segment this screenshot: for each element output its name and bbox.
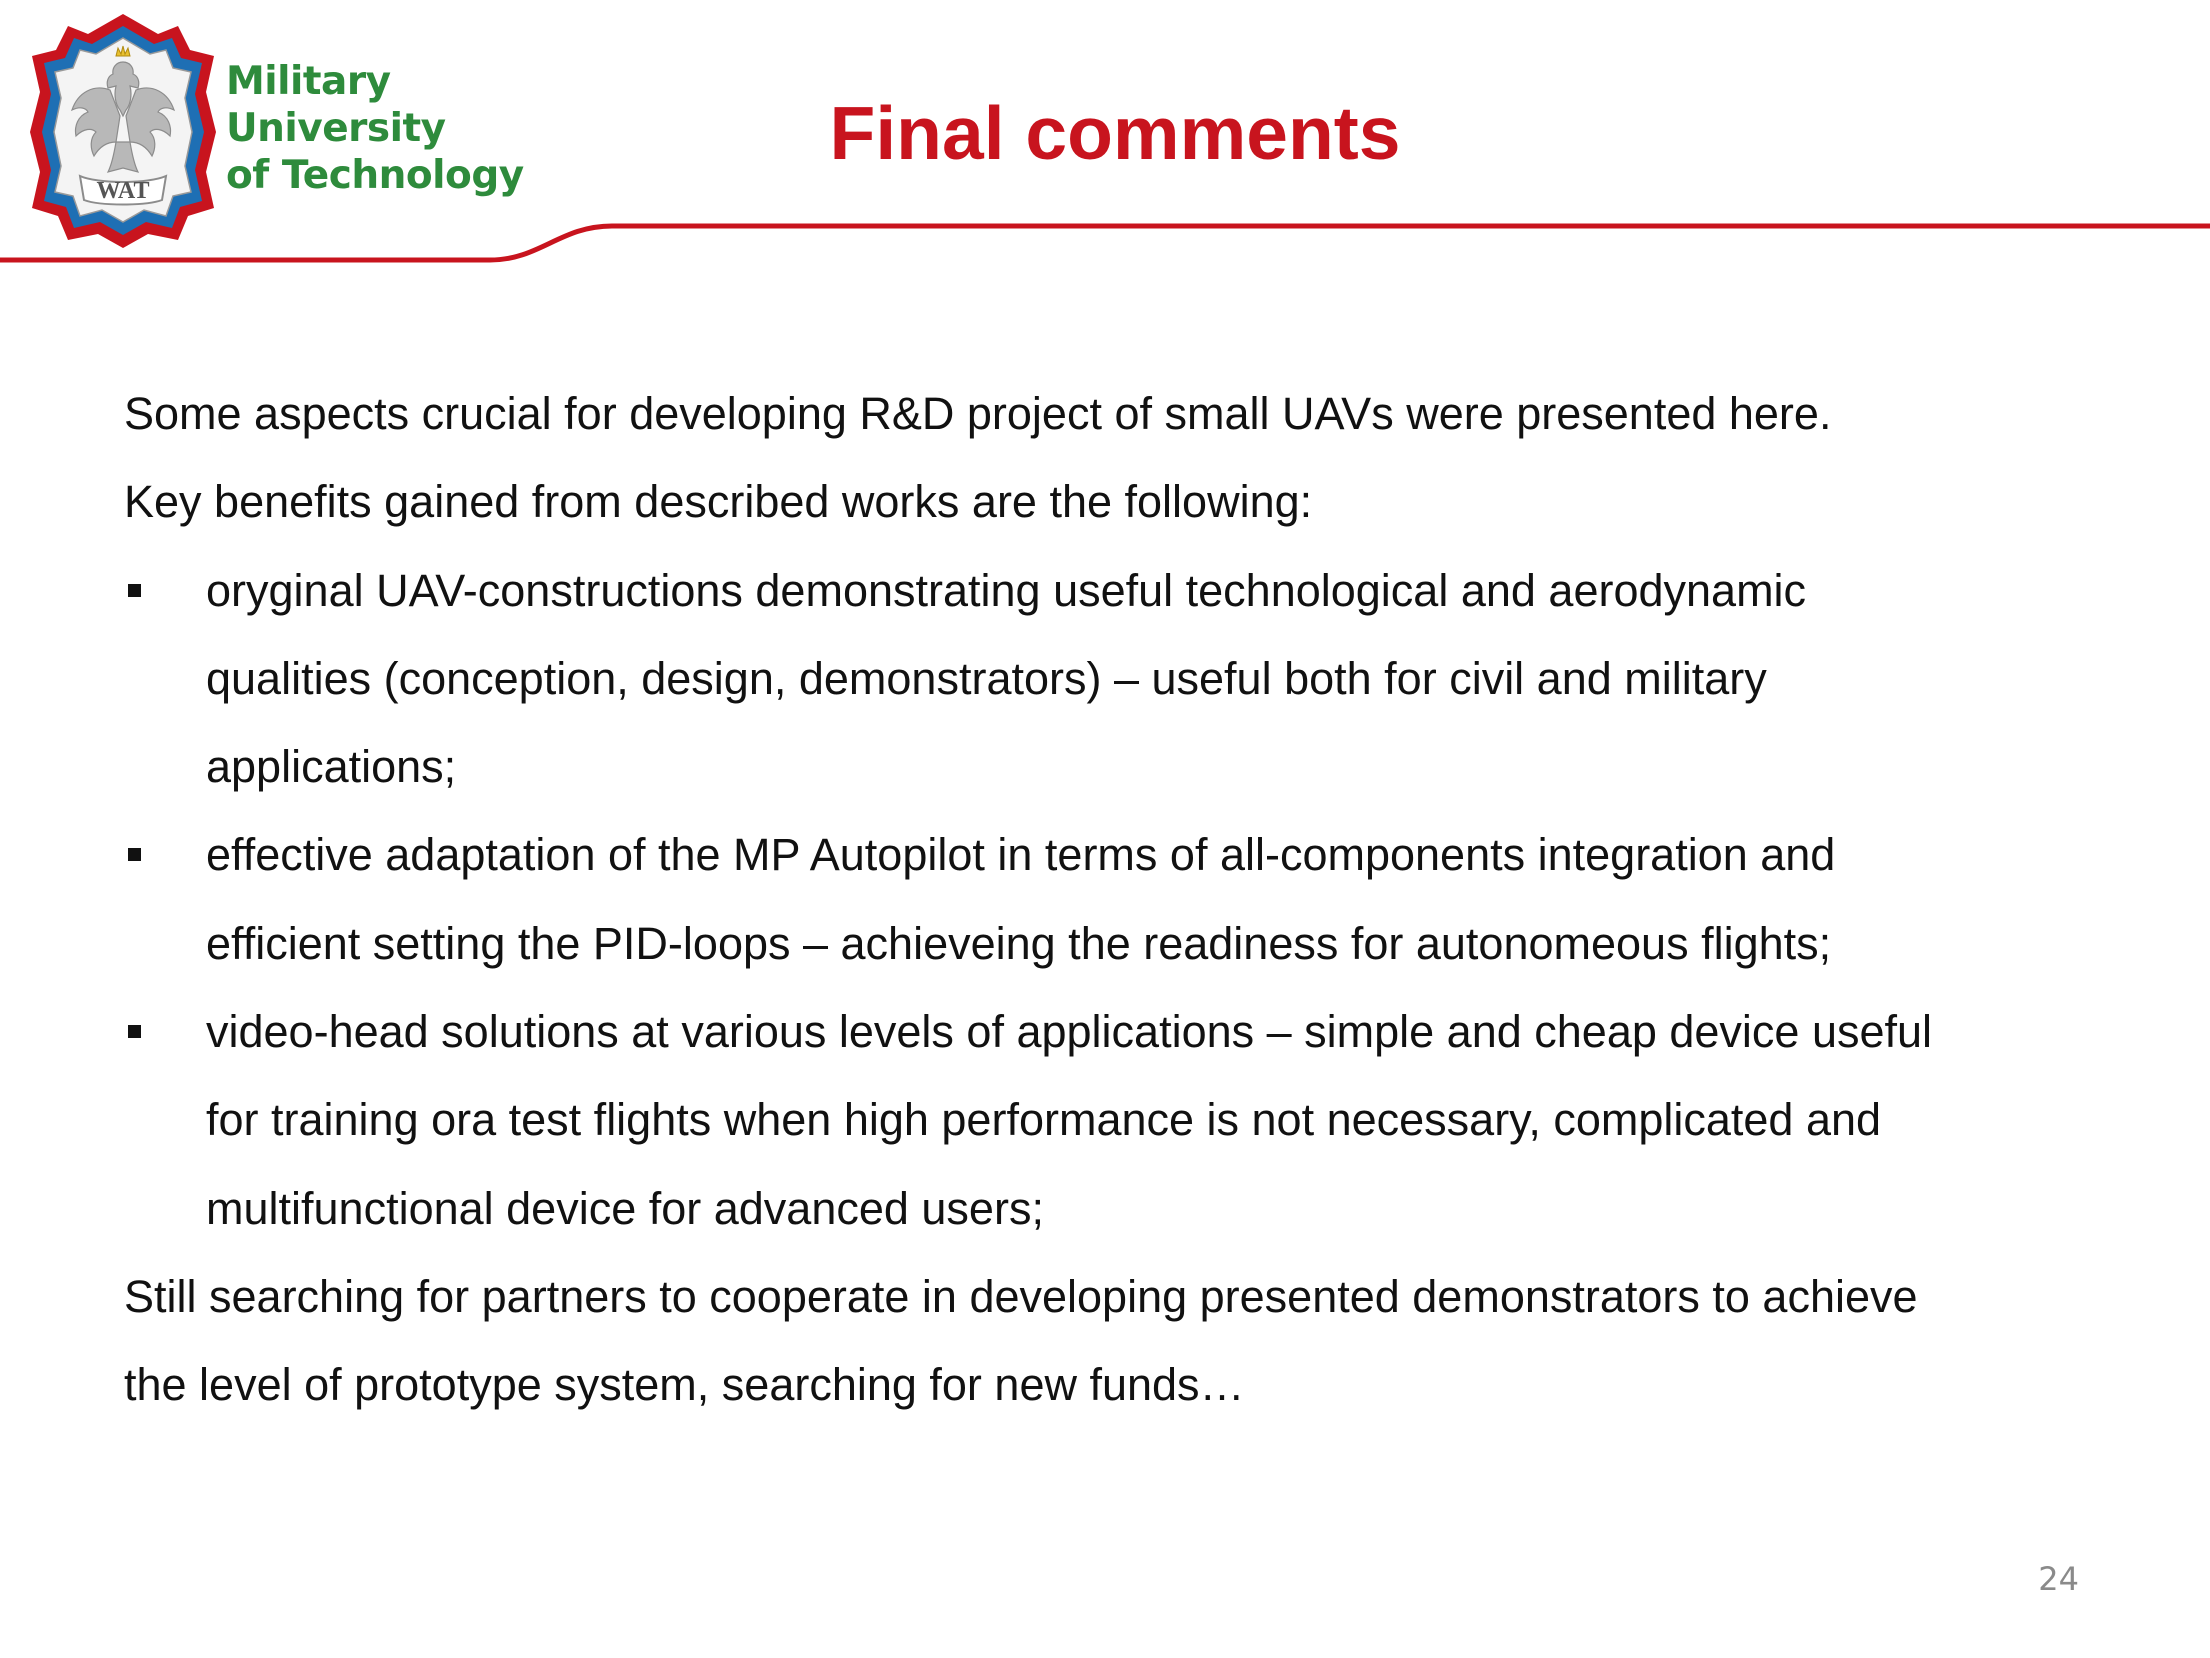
- benefits-list: [124, 547, 2124, 1253]
- benefit-item: [124, 547, 2124, 812]
- benefit-line: effective adaptation of the MP Autopilot in terms of all-components integration and: [206, 829, 1836, 881]
- benefit-line: qualities (conception, design, demonstrators) – useful both for civil and military: [206, 652, 1767, 704]
- square-bullet-icon: [128, 584, 141, 597]
- crest-text: WAT: [96, 178, 150, 204]
- benefit-line: multifunctional device for advanced users;: [206, 1182, 1044, 1234]
- benefit-line: applications;: [206, 741, 457, 793]
- slide-header: [0, 0, 2210, 280]
- intro-paragraph: Key benefits gained from described works are the following:: [124, 476, 1313, 528]
- benefit-line: for training ora test flights when high performance is not necessary, complicated and: [206, 1094, 1882, 1146]
- benefit-line: video-head solutions at various levels of applications – simple and cheap device useful: [206, 1006, 1933, 1058]
- university-name-line: University: [226, 106, 446, 151]
- university-name-line: of Technology: [226, 153, 524, 198]
- university-crest-icon: [28, 12, 218, 250]
- slide-title: Final comments: [829, 91, 1401, 175]
- intro-paragraph: Some aspects crucial for developing R&D project of small UAVs were presented here.: [124, 388, 1832, 439]
- university-name-line: Military: [226, 59, 391, 104]
- square-bullet-icon: [128, 1025, 141, 1038]
- benefit-item: [124, 811, 2124, 988]
- benefit-line: oryginal UAV-constructions demonstrating useful technological and aerodynamic: [206, 564, 1807, 616]
- benefit-item: [124, 988, 2124, 1253]
- closing-paragraph: Still searching for partners to cooperate in developing presented demonstrators to achieve: [124, 1270, 1918, 1322]
- benefit-line: efficient setting the PID-loops – achieveing the readiness for autonomeous flights;: [206, 917, 1832, 969]
- page-number: 24: [2038, 1560, 2079, 1598]
- slide-body: [124, 370, 2124, 1430]
- university-name: [226, 58, 524, 199]
- closing-paragraph: the level of prototype system, searching for new funds…: [124, 1359, 1245, 1411]
- square-bullet-icon: [128, 848, 141, 861]
